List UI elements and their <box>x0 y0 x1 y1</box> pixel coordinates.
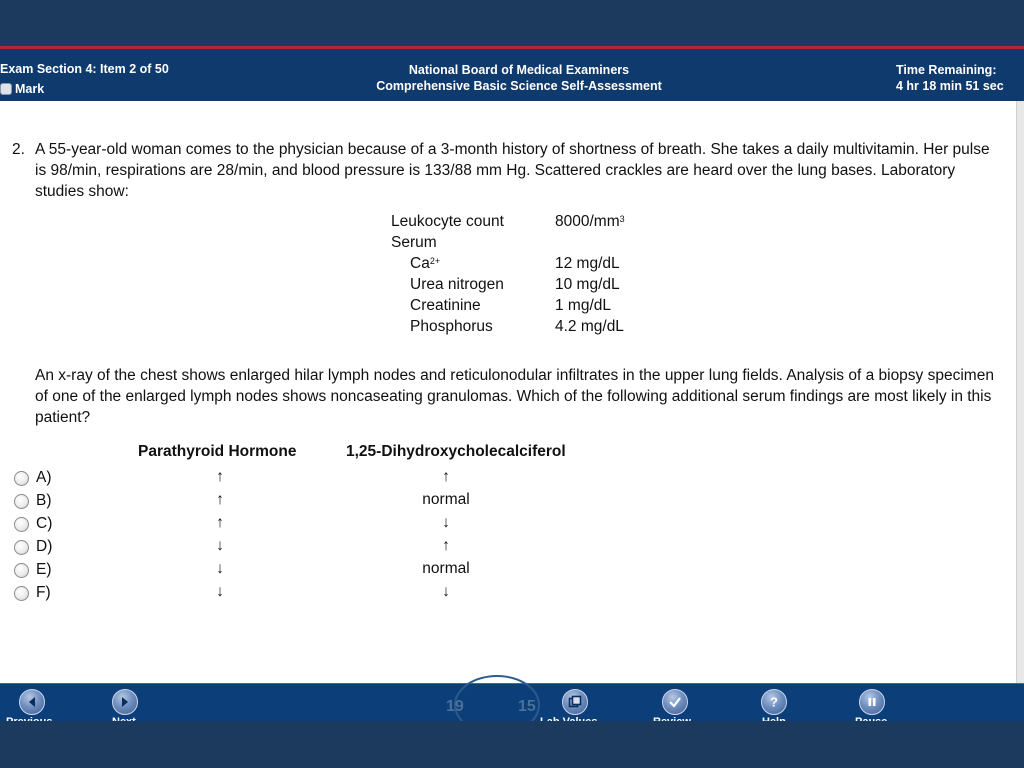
navigation-toolbar <box>0 683 1024 721</box>
section-indicator: Exam Section 4: Item 2 of 50 <box>0 62 169 76</box>
option-vitamin-d-value: normal <box>422 560 470 577</box>
option-label: D) <box>36 538 53 555</box>
option-vitamin-d-value: normal <box>422 491 470 508</box>
previous-button[interactable] <box>19 689 45 715</box>
lab-name: $Ca^{2+}$ <box>410 255 441 272</box>
review-button[interactable] <box>662 689 688 715</box>
checkbox-icon[interactable] <box>0 83 12 95</box>
time-value: 4 hr 18 min 51 sec <box>896 79 1004 93</box>
question-stem-continued: An x-ray of the chest shows enlarged hilar lymph nodes and reticulonodular infiltrates in the upper lung fields. Analysis of a biopsy specimen of one of the enlarged lymph nodes shows noncaseating granulomas. Which of the following additional serum findings are most likely in this patient? <box>35 367 994 426</box>
option-label: F) <box>36 584 51 601</box>
mark-checkbox[interactable] <box>0 82 44 96</box>
lab-value: 1 mg/dL <box>555 297 612 314</box>
option-vitamin-d-value: ↑ <box>442 537 450 554</box>
lab-name: Phosphorus <box>410 318 493 335</box>
answer-option-c[interactable] <box>14 513 52 535</box>
option-label: C) <box>36 515 53 532</box>
superscript: 3 <box>619 214 625 224</box>
top-band <box>0 0 1024 46</box>
checkmark-icon <box>668 695 682 709</box>
answer-option-a[interactable] <box>14 467 52 489</box>
lab-values-button[interactable] <box>562 689 588 715</box>
seal-year-left: 19 <box>446 698 464 715</box>
option-pth-value: ↓ <box>216 583 224 600</box>
seal-year-right: 15 <box>518 698 536 715</box>
bottom-band <box>0 721 1024 768</box>
right-arrow-icon <box>119 696 131 708</box>
question-number: 2. <box>12 141 25 158</box>
pause-button[interactable] <box>859 689 885 715</box>
lab-value: $8000/mm^3$ <box>555 213 625 230</box>
lab-value: 10 mg/dL <box>555 276 620 293</box>
radio-button[interactable] <box>14 517 29 532</box>
org-name: National Board of Medical Examiners <box>408 63 630 77</box>
option-pth-value: ↑ <box>216 514 224 531</box>
option-vitamin-d-value: ↑ <box>442 468 450 485</box>
answer-option-b[interactable] <box>14 490 52 512</box>
exam-name: Comprehensive Basic Science Self-Assessment <box>376 79 662 93</box>
radio-button[interactable] <box>14 540 29 555</box>
column-header-pth: Parathyroid Hormone <box>138 443 297 460</box>
option-vitamin-d-value: ↓ <box>442 583 450 600</box>
nbme-seal-logo <box>444 685 550 719</box>
lab-group-label: Serum <box>391 234 437 251</box>
question-mark-icon <box>767 695 781 709</box>
exam-header <box>0 49 1024 101</box>
superscript: 2+ <box>429 256 441 266</box>
exam-title <box>364 62 674 94</box>
pause-icon <box>866 696 878 708</box>
column-header-vitamin-d: 1,25-Dihydroxycholecalciferol <box>346 443 566 460</box>
option-pth-value: ↑ <box>216 491 224 508</box>
lab-name: Leukocyte count <box>391 213 504 230</box>
option-label: A) <box>36 469 52 486</box>
question-stem: A 55-year-old woman comes to the physician because of a 3-month history of shortness of breath. She takes a daily multivitamin. Her pulse is 98/min, respirations are 28/min, and blood pressure is 133/88 mm Hg. Scattered crackles are heard over the lung bases. Laboratory studies show: <box>35 141 990 200</box>
time-remaining <box>896 62 1016 94</box>
mark-label: Mark <box>15 82 45 96</box>
vertical-scrollbar[interactable] <box>1016 101 1024 683</box>
answer-option-e[interactable] <box>14 559 52 581</box>
radio-button[interactable] <box>14 494 29 509</box>
radio-button[interactable] <box>14 586 29 601</box>
option-label: E) <box>36 561 52 578</box>
lab-value: 12 mg/dL <box>555 255 620 272</box>
lab-name: Creatinine <box>410 297 481 314</box>
option-pth-value: ↑ <box>216 468 224 485</box>
radio-button[interactable] <box>14 563 29 578</box>
radio-button[interactable] <box>14 471 29 486</box>
svg-text:?: ? <box>770 694 778 710</box>
lab-name: Urea nitrogen <box>410 276 504 293</box>
lab-values-icon <box>568 695 582 709</box>
answer-option-f[interactable] <box>14 582 51 604</box>
time-label: Time Remaining: <box>896 63 997 77</box>
option-label: B) <box>36 492 52 509</box>
option-pth-value: ↓ <box>216 537 224 554</box>
lab-value: 4.2 mg/dL <box>555 318 624 335</box>
answer-option-d[interactable] <box>14 536 52 558</box>
left-arrow-icon <box>26 696 38 708</box>
option-pth-value: ↓ <box>216 560 224 577</box>
option-vitamin-d-value: ↓ <box>442 514 450 531</box>
help-button[interactable] <box>761 689 787 715</box>
question-panel <box>0 101 1024 683</box>
next-button[interactable] <box>112 689 138 715</box>
